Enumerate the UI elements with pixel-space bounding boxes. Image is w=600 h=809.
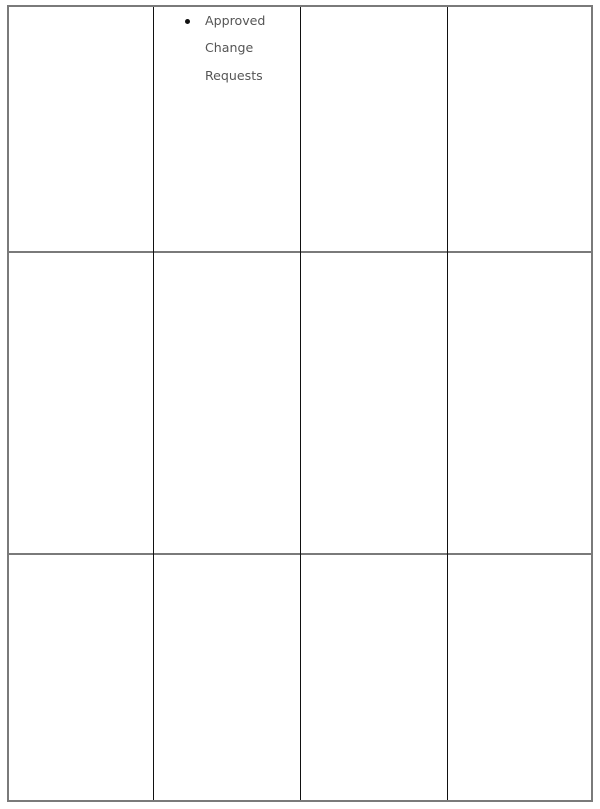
- process-table: [7, 5, 593, 802]
- column-divider: [300, 7, 301, 800]
- list-item: Approved Change Requests: [154, 7, 295, 89]
- column-divider: [153, 7, 154, 800]
- inputs-list: [154, 7, 300, 89]
- column-divider: [447, 7, 448, 800]
- inputs-cell: [154, 7, 300, 89]
